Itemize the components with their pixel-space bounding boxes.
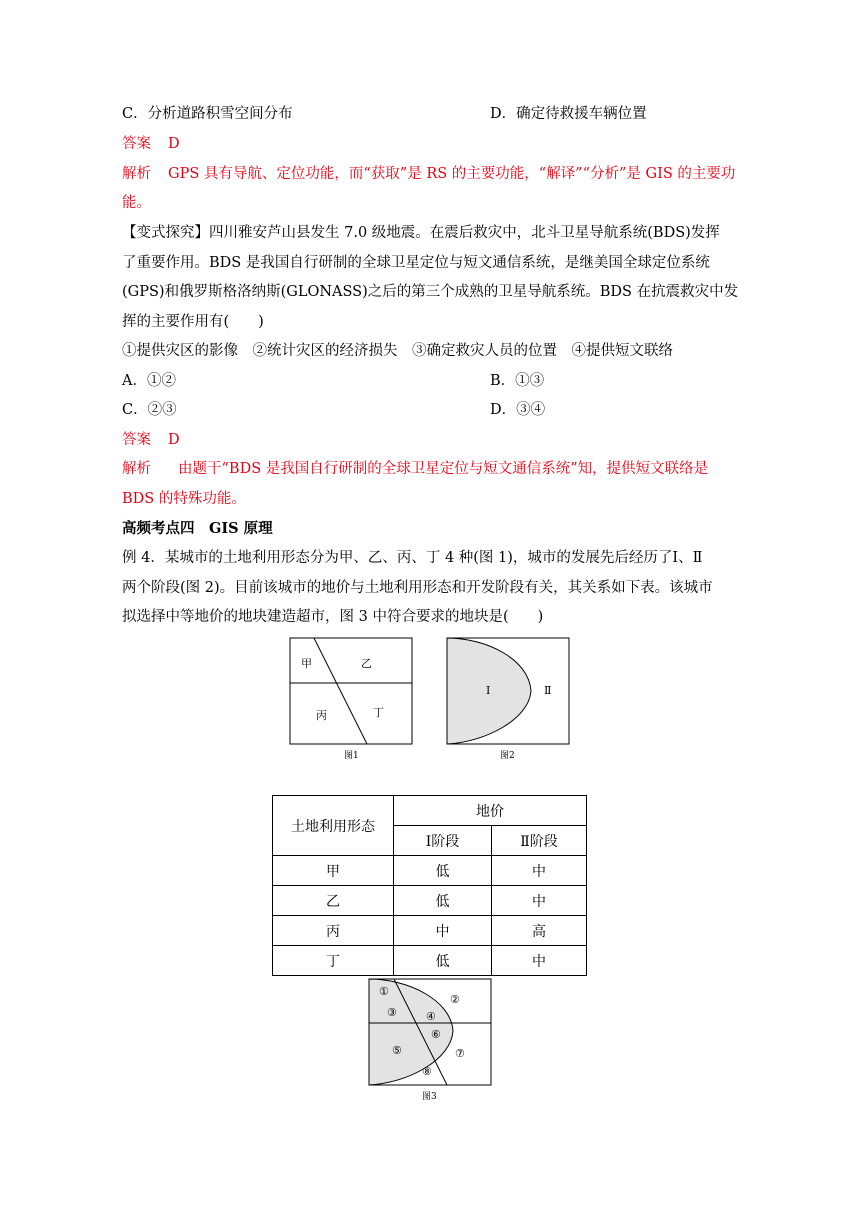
fig1-caption: 图1 [344, 751, 359, 761]
fig3-label-6: ⑥ [431, 1028, 441, 1041]
options-ab [122, 371, 545, 391]
variant-line-4: 挥的主要作用有( ) [122, 314, 264, 330]
table-cell-stage1: 低 [394, 886, 492, 916]
option-d2: D．③④ [490, 402, 546, 418]
fig3-label-5: ⑤ [392, 1044, 402, 1057]
figure-3 [364, 976, 496, 1104]
table-cell-stage1: 低 [394, 946, 492, 976]
explanation-1-text: GPS 具有导航、定位功能，而“获取”是 RS 的主要功能，“解译”“分析”是 GIS 的主要功 [168, 166, 736, 182]
figure-1-frame [290, 638, 412, 744]
table-cell-stage1: 低 [394, 856, 492, 886]
answer-2-label: 答案 [122, 432, 151, 448]
fig1-label-jia: 甲 [301, 657, 312, 670]
answer-2-value: D [168, 432, 180, 448]
figure-1 [285, 634, 420, 764]
table-cell-stage2: 中 [492, 946, 587, 976]
option-b: B．①③ [490, 373, 545, 389]
table-header-stage2: Ⅱ阶段 [492, 826, 587, 856]
table-header-land-type: 土地利用形态 [273, 796, 394, 856]
table-cell-stage2: 高 [492, 916, 587, 946]
fig1-label-yi: 乙 [361, 657, 372, 670]
option-c2: C．②③ [122, 402, 177, 418]
fig3-label-1: ① [379, 985, 389, 998]
table-row [273, 916, 587, 946]
table-header-price: 地价 [394, 796, 587, 826]
table-cell-type: 丁 [273, 946, 394, 976]
answer-2 [122, 430, 180, 450]
table-cell-stage2: 中 [492, 886, 587, 916]
table-row [273, 856, 587, 886]
fig3-label-2: ② [450, 993, 460, 1006]
fig2-label-2: Ⅱ [544, 684, 552, 697]
example-4-line-3: 拟选择中等地价的地块建造超市，图 3 中符合要求的地块是( ) [122, 609, 544, 625]
fig1-label-bing: 丙 [316, 709, 327, 722]
table-cell-type: 乙 [273, 886, 394, 916]
variant-line-2: 了重要作用。BDS 是我国自行研制的全球卫星定位与短文通信系统，是继美国全球定位系统 [122, 255, 710, 271]
variant-line-1: 【变式探究】四川雅安芦山县发生 7.0 级地震。在震后救灾中，北斗卫星导航系统(BDS)发挥 [122, 225, 720, 241]
fig2-label-1: Ⅰ [486, 684, 491, 697]
explanation-1-text-2: 能。 [122, 195, 151, 211]
table-cell-type: 甲 [273, 856, 394, 886]
table-cell-type: 丙 [273, 916, 394, 946]
figure-2 [441, 634, 576, 764]
fig2-caption: 图2 [500, 751, 515, 761]
fig3-label-3: ③ [387, 1006, 397, 1019]
variant-line-3: (GPS)和俄罗斯格洛纳斯(GLONASS)之后的第三个成熟的卫星导航系统。BDS 在抗震救灾中发 [122, 284, 739, 300]
table-row [273, 886, 587, 916]
example-4-line-2: 两个阶段(图 2)。目前该城市的地价与土地利用形态和开发阶段有关，其关系如下表。该城市 [122, 580, 713, 596]
table-header-stage1: Ⅰ阶段 [394, 826, 492, 856]
option-d: D．确定待救援车辆位置 [490, 106, 647, 122]
land-price-table [272, 795, 587, 976]
table-cell-stage2: 中 [492, 856, 587, 886]
option-c-line [122, 104, 647, 124]
answer-1-value: D [168, 136, 180, 152]
option-c: C．分析道路积雪空间分布 [122, 106, 293, 122]
explanation-2 [122, 459, 708, 479]
answer-1-label: 答案 [122, 136, 151, 152]
explanation-2-text-2: BDS 的特殊功能。 [122, 491, 246, 507]
explanation-1-label: 解析 [122, 166, 151, 182]
statements-line: ①提供灾区的影像 ②统计灾区的经济损失 ③确定救灾人员的位置 ④提供短文联络 [122, 343, 673, 359]
explanation-2-text: 由题干“BDS 是我国自行研制的全球卫星定位与短文通信系统”知，提供短文联络是 [178, 461, 709, 477]
fig1-label-ding: 丁 [373, 706, 384, 719]
fig3-caption: 图3 [422, 1092, 437, 1102]
fig3-label-4: ④ [426, 1010, 436, 1023]
explanation-2-label: 解析 [122, 461, 151, 477]
fig3-label-7: ⑦ [455, 1047, 465, 1060]
example-4-line-1: 例 4．某城市的土地利用形态分为甲、乙、丙、丁 4 种(图 1)，城市的发展先后经历了Ⅰ、Ⅱ [122, 550, 703, 566]
options-cd [122, 400, 546, 420]
table-cell-stage1: 中 [394, 916, 492, 946]
section-title: 高频考点四 GIS 原理 [122, 520, 273, 537]
fig3-label-8: ⑧ [422, 1065, 432, 1078]
option-a: A．①② [122, 373, 176, 389]
table-row [273, 946, 587, 976]
answer-1 [122, 134, 180, 154]
explanation-1 [122, 164, 735, 184]
